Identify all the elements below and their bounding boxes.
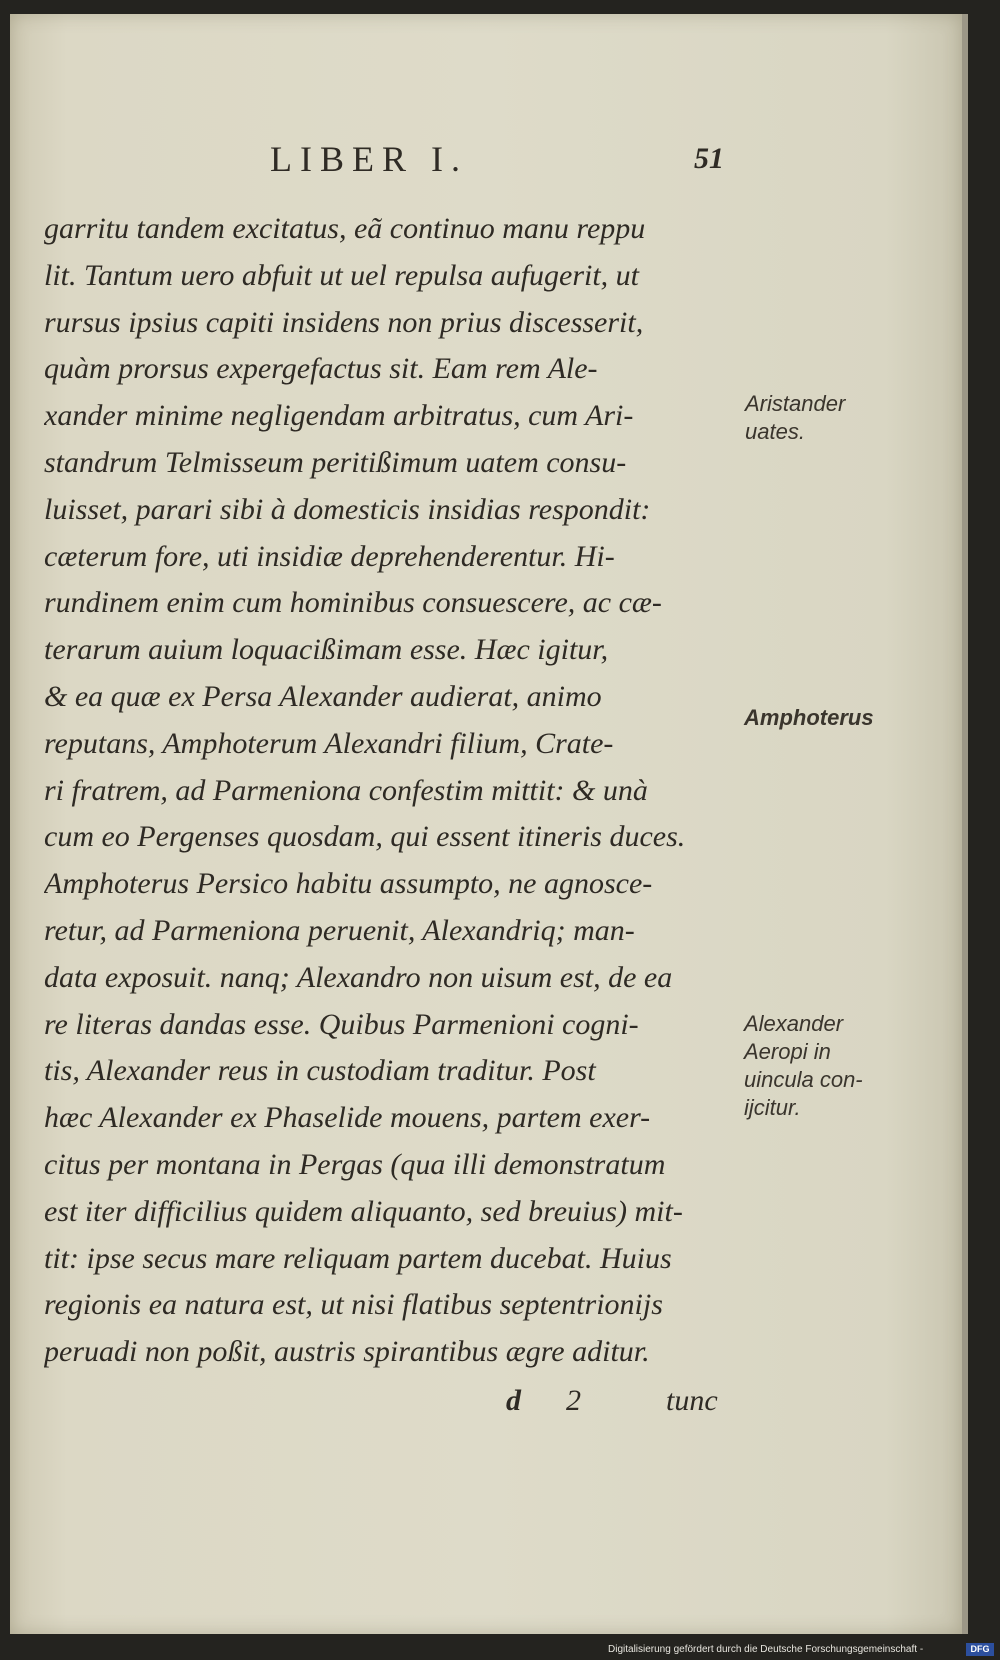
marginal-note-amphoterus bbox=[744, 704, 874, 732]
text-line: terarum auium loquacißimam esse. Hæc igitur, bbox=[44, 633, 609, 667]
text-line: reputans, Amphoterum Alexandri filium, Crate- bbox=[44, 726, 614, 760]
text-line: cum eo Pergenses quosdam, qui essent itineris duces. bbox=[44, 820, 686, 854]
text-line: cæterum fore, uti insidiæ deprehenderentur. Hi- bbox=[44, 539, 615, 573]
page-number: 51 bbox=[694, 142, 724, 175]
text-line: luisset, parari sibi à domesticis insidias respondit: bbox=[44, 492, 651, 526]
text-line: standrum Telmisseum peritißimum uatem consu- bbox=[44, 445, 627, 479]
note-line: ijcitur. bbox=[744, 1095, 801, 1120]
text-line: ri fratrem, ad Parmeniona confestim mittit: & unà bbox=[44, 773, 648, 807]
text-line: peruadi non poßit, austris spirantibus ægre aditur. bbox=[44, 1335, 650, 1369]
text-line: garritu tandem excitatus, eã continuo manu reppu bbox=[44, 212, 646, 245]
text-line: retur, ad Parmeniona peruenit, Alexandriq; man- bbox=[44, 913, 635, 947]
text-line: data exposuit. nanq; Alexandro non uisum est, de ea bbox=[44, 960, 673, 994]
marginal-note-aristander bbox=[745, 390, 845, 446]
text-line: quàm prorsus expergefactus sit. Eam rem Ale- bbox=[44, 352, 598, 386]
text-line: tit: ipse secus mare reliquam partem ducebat. Huius bbox=[44, 1241, 672, 1275]
text-line: regionis ea natura est, ut nisi flatibus septentrionijs bbox=[44, 1288, 663, 1322]
note-line: uincula con- bbox=[744, 1067, 863, 1092]
text-line: est iter difficilius quidem aliquanto, sed breuius) mit- bbox=[44, 1194, 683, 1228]
text-line: lit. Tantum uero abfuit ut uel repulsa aufugerit, ut bbox=[44, 258, 640, 292]
note-line: uates. bbox=[745, 419, 805, 444]
digitization-credit: Digitalisierung gefördert durch die Deutsche Forschungsgemeinschaft - bbox=[608, 1644, 924, 1655]
text-line: rursus ipsius capiti insidens non prius discesserit, bbox=[44, 305, 644, 339]
signature-number: 2 bbox=[566, 1384, 581, 1417]
note-line: Alexander bbox=[744, 1011, 844, 1036]
page-edge bbox=[962, 14, 968, 1634]
note-line: Aeropi in bbox=[744, 1039, 831, 1064]
text-line: re literas dandas esse. Quibus Parmenioni cogni- bbox=[44, 1007, 639, 1041]
text-line: & ea quæ ex Persa Alexander audierat, animo bbox=[44, 679, 602, 713]
marginal-note-alexander bbox=[744, 1010, 863, 1122]
catchword: tunc bbox=[666, 1384, 718, 1417]
running-title: LIBER I. bbox=[270, 139, 468, 179]
text-line: xander minime negligendam arbitratus, cum Ari- bbox=[44, 399, 634, 433]
text-line: rundinem enim cum hominibus consuescere, ac cæ- bbox=[44, 586, 662, 620]
signature-mark: d bbox=[506, 1384, 521, 1417]
text-line: Amphoterus Persico habitu assumpto, ne agnosce- bbox=[44, 867, 653, 901]
note-line: Amphoterus bbox=[744, 705, 874, 730]
main-text-block bbox=[44, 206, 728, 1376]
dfg-logo: DFG bbox=[966, 1643, 994, 1656]
note-line: Aristander bbox=[745, 391, 846, 416]
text-line: tis, Alexander reus in custodiam traditur. Post bbox=[44, 1054, 596, 1088]
text-line: hæc Alexander ex Phaselide mouens, partem exer- bbox=[44, 1101, 651, 1135]
text-line: citus per montana in Pergas (qua illi demonstratum bbox=[44, 1147, 666, 1181]
